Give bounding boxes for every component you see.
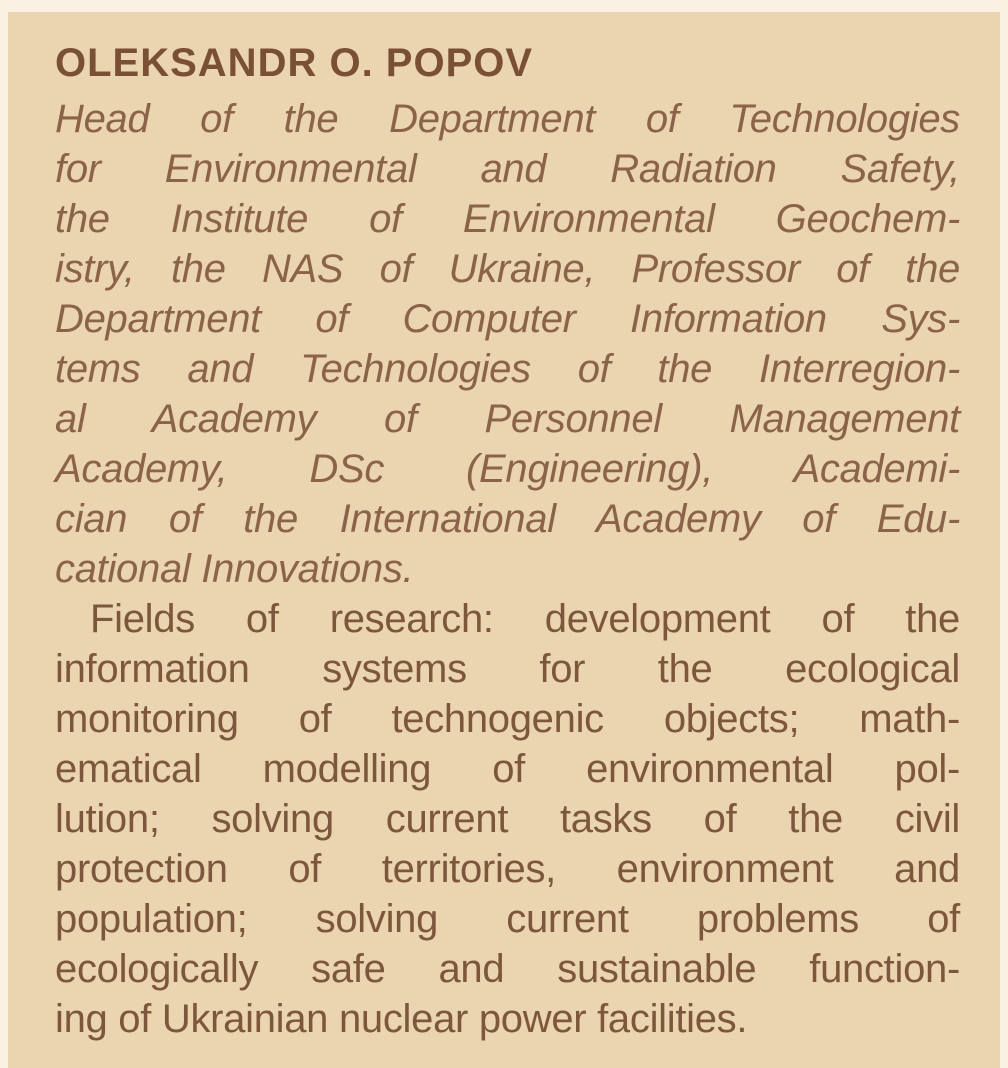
text-line: protection of territories, environment and	[55, 847, 960, 891]
text-line: monitoring of technogenic objects; math-	[55, 697, 960, 741]
text-line: population; solving current problems of	[55, 897, 960, 941]
author-name: OLEKSANDR O. POPOV	[55, 41, 534, 85]
author-position-paragraph	[55, 94, 960, 594]
text-line: ematical modelling of environmental pol-	[55, 747, 960, 791]
text-line: Head of the Department of Technologies	[55, 97, 960, 141]
text-line: al Academy of Personnel Management	[55, 397, 960, 441]
text-line: cian of the International Academy of Edu-	[55, 497, 960, 541]
text-line: ing of Ukrainian nuclear power facilities.	[55, 997, 748, 1041]
text-line: for Environmental and Radiation Safety,	[55, 147, 960, 191]
text-line: Academy, DSc (Engineering), Academi-	[55, 447, 960, 491]
fields-of-research-paragraph	[55, 594, 960, 1044]
text-line: istry, the NAS of Ukraine, Professor of the	[55, 247, 960, 291]
text-line: lution; solving current tasks of the civil	[55, 797, 960, 841]
text-line: Department of Computer Information Sys-	[55, 297, 960, 341]
text-line: the Institute of Environmental Geochem-	[55, 197, 960, 241]
bio-content	[8, 12, 1000, 1044]
text-line: cational Innovations.	[55, 547, 414, 591]
text-line: information systems for the ecological	[55, 647, 960, 691]
text-line: ecologically safe and sustainable function-	[55, 947, 960, 991]
text-line: tems and Technologies of the Interregion-	[55, 347, 960, 391]
text-line: Fields of research: development of the	[90, 597, 960, 641]
bio-panel	[8, 12, 1000, 1068]
